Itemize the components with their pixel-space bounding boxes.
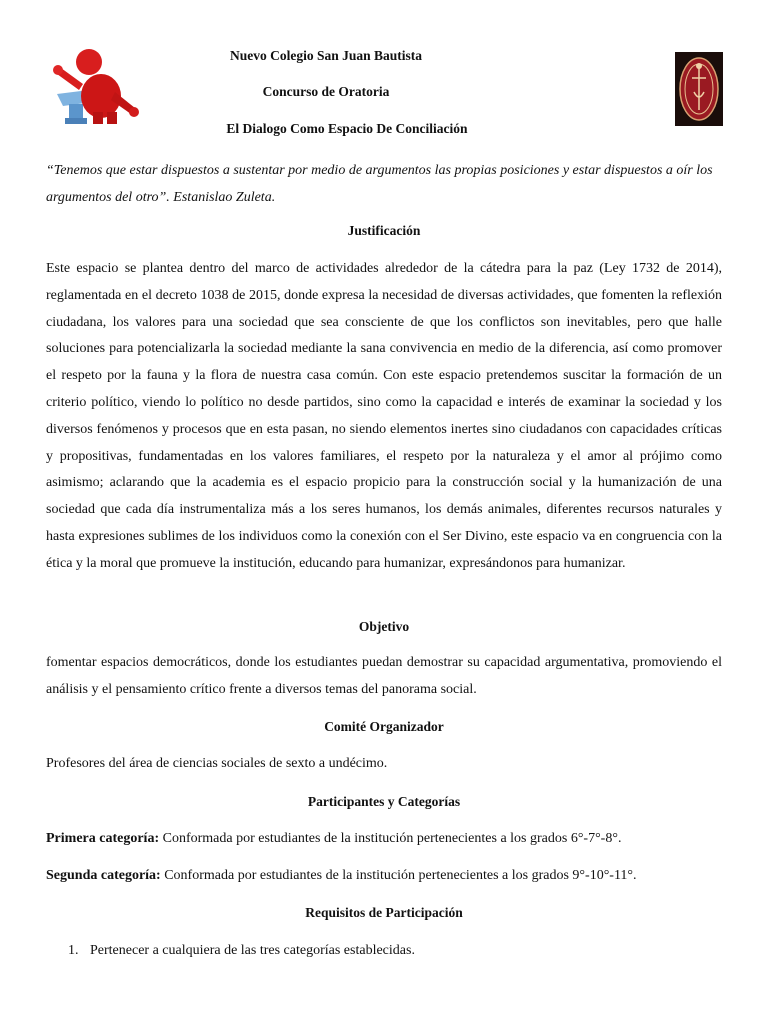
event-theme: El Dialogo Como Espacio De Conciliación — [226, 121, 468, 136]
requisito-text: Pertenecer a cualquiera de las tres categorías establecidas. — [90, 943, 415, 958]
section-title-participantes: Participantes y Categorías — [307, 794, 461, 809]
school-name: Nuevo Colegio San Juan Bautista — [229, 48, 423, 63]
requisito-list-item — [68, 942, 708, 960]
section-title-requisitos: Requisitos de Participación — [305, 905, 463, 920]
comite-text: Profesores del área de ciencias sociales de sexto a undécimo. — [46, 756, 388, 771]
primera-categoria — [46, 830, 722, 848]
section-title-justificacion: Justificación — [347, 223, 421, 238]
justificacion-text: Este espacio se plantea dentro del marco de actividades alrededor de la cátedra para la paz (Ley 1732 de 2014), reglamentada en el decreto 1038 de 2015, donde expresa la necesidad de diversas actividades, que fomenten la reflexión ciudadana, los valores para una sociedad que sea consciente de que los conflictos son inevitables, pero que halle soluciones para potencializarla la sociedad mediante la sana convivencia en medio de la diferencia, así como promover el respeto por la fauna y la flora de nuestra casa común. Con este espacio pretendemos suscitar la formación de un criterio político, viendo lo político no desde partidos, sino como la capacidad e interés de examinar la sociedad y los diversos fenómenos y procesos que en esta pasan, no siendo elementos inertes sino ciudadanos con capacidades críticas y propositivas, fundamentadas en los valores familiares, el respeto por la naturaleza y el amor al prójimo como asimismo; aclarando que la academia es el espacio propicio para la construcción social y la humanización de una sociedad que cada día instrumentaliza más a los seres humanos, los demás animales, diferentes recursos naturales y hasta expresiones sublimes de los individuos como la conexión con el Ser Divino, este espacio va en congruencia con la ética y la moral que promueve la institución, educando para humanizar, expresándonos para humanizar. — [46, 261, 722, 571]
section-title-comite: Comité Organizador — [324, 719, 444, 734]
segunda-categoria — [46, 867, 722, 885]
requisito-number: 1. — [68, 943, 79, 958]
opening-quote: “Tenemos que estar dispuestos a sustentar por medio de argumentos las propias posiciones y estar dispuestos a oír los argumentos del otro”. Estanislao Zuleta. — [46, 163, 713, 205]
primera-categoria-text: Conformada por estudiantes de la institución pertenecientes a los grados 6°-7°-8°. — [159, 831, 622, 846]
segunda-categoria-label: Segunda categoría: — [46, 868, 161, 883]
event-title: Concurso de Oratoria — [262, 84, 390, 99]
segunda-categoria-text: Conformada por estudiantes de la institución pertenecientes a los grados 9°-10°-11°. — [160, 868, 637, 883]
objetivo-text: fomentar espacios democráticos, donde los estudiantes puedan demostrar su capacidad argumentativa, promoviendo el análisis y el pensamiento crítico frente a diversos temas del panorama social. — [46, 655, 722, 697]
section-title-objetivo: Objetivo — [358, 619, 410, 634]
primera-categoria-label: Primera categoría: — [46, 831, 160, 846]
